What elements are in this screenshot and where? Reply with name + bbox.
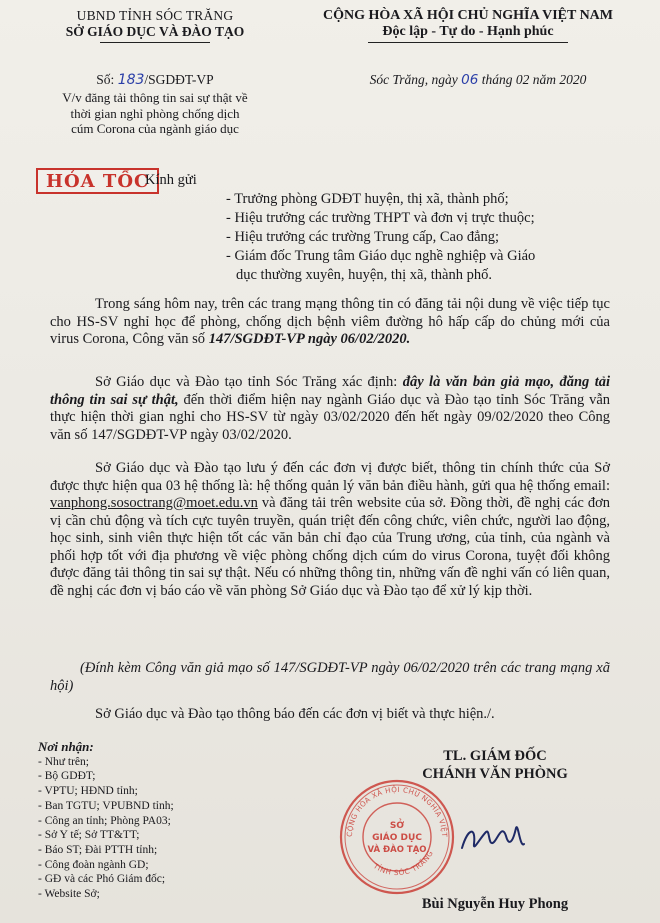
seal-center-line: GIÁO DỤC <box>372 833 422 843</box>
country-name: CỘNG HÒA XÃ HỘI CHỦ NGHĨA VIỆT NAM <box>322 8 613 23</box>
subject-line: thời gian nghỉ phòng chống dịch <box>70 105 240 121</box>
paragraph-2-rest: đến thời điểm hiện nay ngành Giáo dục và Đào tạo tỉnh Sóc Trăng vẫn thực hiện thời gian nghỉ cho HS-SV từ ngày 03/02/2020 đến hết ngày 09/02/2020 theo Công văn số 147/SGDĐT-VP ngày 03/02/2020. <box>50 391 611 443</box>
paragraph-3 <box>50 460 610 600</box>
issuer-parent: UBND TỈNH SÓC TRĂNG <box>76 8 234 23</box>
salutation: Kính gửi <box>145 172 197 188</box>
issuer-block <box>30 8 280 43</box>
paragraph-3-before: Sở Giáo dục và Đào tạo lưu ý đến các đơn vị được biết, thông tin chính thức của Sở được thực hiện qua 03 hệ thống là: hệ thống quản lý văn bản điều hành, gửi qua hệ thống email: <box>50 460 610 494</box>
distribution-item: - Website Sở; <box>38 888 100 901</box>
paragraph-2-lead: Sở Giáo dục và Đào tạo tỉnh Sóc Trăng xác định: <box>95 374 398 390</box>
document-number-prefix: Số: <box>96 72 115 87</box>
date-prefix: Sóc Trăng, ngày <box>369 72 458 87</box>
distribution-item: - Công an tỉnh; Phòng PA03; <box>38 814 171 827</box>
place-date <box>318 72 638 88</box>
seal-center-line: SỞ <box>389 821 405 831</box>
seal-icon <box>338 778 456 896</box>
office-email-link[interactable]: vanphong.sosoctrang@moet.edu.vn <box>50 495 258 511</box>
distribution-item: - Công đoàn ngành GD; <box>38 858 149 871</box>
subject-line: V/v đăng tải thông tin sai sự thật về <box>62 90 248 105</box>
recipient-item: - Hiệu trưởng các trường THPT và đơn vị trực thuộc; <box>226 210 535 226</box>
recipient-list <box>226 190 535 285</box>
handwritten-signature <box>458 818 528 858</box>
date-day-handwritten: 06 <box>461 72 479 88</box>
distribution-item: - Báo ST; Đài PTTH tỉnh; <box>38 843 158 856</box>
fake-document-statement: đây là văn bản giả mạo, đăng tải thông tin sai sự thật, <box>50 374 611 408</box>
national-motto-block <box>288 8 648 43</box>
document-number <box>30 72 280 88</box>
recipient-item: - Trưởng phòng GDĐT huyện, thị xã, thành phố; <box>226 191 509 207</box>
recipient-item: - Hiệu trưởng các trường Trung cấp, Cao đẳng; <box>226 229 500 245</box>
signer-name: Bùi Nguyễn Huy Phong <box>421 896 569 912</box>
issuer-name: SỞ GIÁO DỤC VÀ ĐÀO TẠO <box>65 24 245 39</box>
attachment-note: (Đính kèm Công văn giả mạo số 147/SGDĐT-VP ngày 06/02/2020 trên các trang mạng xã hội) <box>50 660 610 694</box>
fake-document-ref: 147/SGDĐT-VP ngày 06/02/2020. <box>208 331 411 347</box>
issuer-underline <box>100 42 210 43</box>
paragraph-3-after: và đăng tải trên website của sở. Đồng thời, đề nghị các đơn vị cần chủ động và tích cực tuyên truyền, quán triệt đến công chức, viên chức, người lao động, học sinh, sinh viên thực hiện tốt các văn bản chỉ đạo của Trung ương, của tỉnh, của ngành và phối hợp tốt với địa phương về việc phòng chống dịch cúm do virus Corona, tuyệt đối không được đăng tải thông tin sai sự thật. Nếu có những thông tin, những vấn đề nghi vấn có liên quan, đề nghị các đơn vị báo cáo về văn phòng Sở Giáo dục và Đào tạo để xử lý kịp thời. <box>50 495 610 599</box>
seal-center-line: VÀ ĐÀO TẠO <box>367 845 427 855</box>
distribution-title: Nơi nhận: <box>38 739 94 754</box>
distribution-item: - VPTU; HĐND tỉnh; <box>38 785 138 798</box>
document-number-suffix: /SGDĐT-VP <box>144 72 214 87</box>
urgent-stamp: HỎA TỐC <box>36 168 159 194</box>
document-subject <box>30 90 280 137</box>
signature-title-line1: TL. GIÁM ĐỐC <box>443 748 547 764</box>
distribution-item: - Sở Y tế; Sở TT&TT; <box>38 829 140 842</box>
document-number-handwritten: 183 <box>117 72 145 88</box>
motto: Độc lập - Tự do - Hạnh phúc <box>382 24 554 39</box>
distribution-item: - Như trên; <box>38 755 89 768</box>
seal-ring-text: CỘNG HÒA XÃ HỘI CHỦ NGHĨA VIỆT <box>344 784 450 838</box>
paragraph-1 <box>50 296 610 349</box>
distribution-list <box>38 740 174 902</box>
recipient-item: dục thường xuyên, huyện, thị xã, thành phố. <box>236 267 492 283</box>
paragraph-1-text: Trong sáng hôm nay, trên các trang mạng thông tin có đăng tải nội dung về việc tiếp tục cho HS-SV nghỉ học để phòng, chống dịch bệnh viêm đường hô hấp cấp do chủng mới của virus Corona, Công văn số <box>50 296 610 347</box>
subject-line: cúm Corona của ngành giáo dục <box>71 121 239 136</box>
closing-line: Sở Giáo dục và Đào tạo thông báo đến các đơn vị biết và thực hiện./. <box>95 706 495 722</box>
recipient-item: - Giám đốc Trung tâm Giáo dục nghề nghiệp và Giáo <box>226 248 536 264</box>
distribution-item: - Bộ GDĐT; <box>38 770 96 783</box>
signature-title-line2: CHÁNH VĂN PHÒNG <box>422 766 568 782</box>
seal-bottom-text: TỈNH SÓC TRĂNG <box>371 848 436 878</box>
date-suffix: tháng 02 năm 2020 <box>481 72 587 87</box>
motto-underline <box>368 42 568 43</box>
paragraph-2 <box>50 374 610 444</box>
distribution-item: - Ban TGTU; VPUBND tỉnh; <box>38 799 174 812</box>
signature-scribble-icon <box>458 818 528 858</box>
official-seal <box>338 778 456 896</box>
distribution-item: - GĐ và các Phó Giám đốc; <box>38 873 166 886</box>
